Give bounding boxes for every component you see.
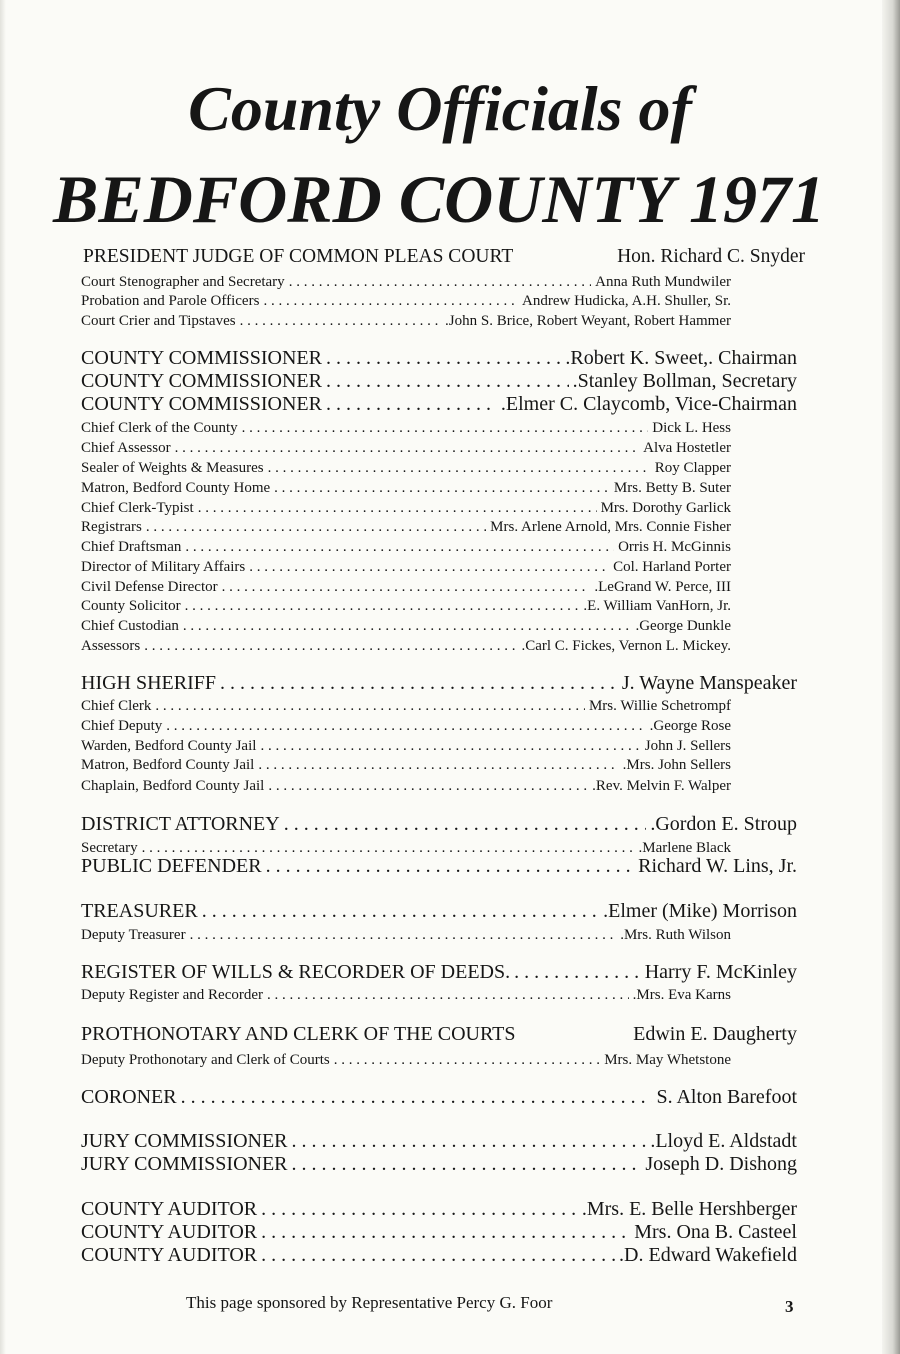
official-row bbox=[81, 393, 797, 417]
official-row bbox=[81, 539, 731, 557]
dot-leader bbox=[258, 757, 618, 774]
office-title: Secretary bbox=[81, 840, 138, 856]
official-name: Mrs. Dorothy Garlick bbox=[600, 500, 731, 516]
official-row bbox=[81, 1023, 797, 1047]
official-row bbox=[81, 519, 731, 537]
official-name: .Carl C. Fickes, Vernon L. Mickey. bbox=[521, 638, 731, 654]
official-row bbox=[81, 927, 731, 945]
official-name: J. Wayne Manspeaker bbox=[621, 672, 797, 694]
official-name: Hon. Richard C. Snyder bbox=[617, 246, 805, 267]
office-title: Deputy Treasurer bbox=[81, 927, 186, 943]
office-title: REGISTER OF WILLS & RECORDER OF DEEDS. bbox=[81, 961, 511, 983]
official-name: Col. Harland Porter bbox=[613, 559, 731, 575]
dot-leader bbox=[268, 460, 651, 477]
official-name: Edwin E. Daugherty bbox=[633, 1023, 797, 1045]
dot-leader bbox=[146, 519, 486, 536]
official-row bbox=[81, 813, 797, 837]
office-title: Chief Clerk-Typist bbox=[81, 500, 194, 516]
title-line-1: County Officials of bbox=[188, 73, 692, 144]
official-row bbox=[81, 618, 731, 636]
office-title: Chief Assessor bbox=[81, 440, 171, 456]
official-row bbox=[81, 987, 731, 1005]
official-name: .Marlene Black bbox=[638, 840, 731, 856]
office-title: Court Stenographer and Secretary bbox=[81, 274, 285, 290]
office-title: Chief Clerk of the County bbox=[81, 420, 238, 436]
dot-leader bbox=[185, 598, 580, 615]
dot-leader bbox=[292, 1130, 647, 1153]
official-row bbox=[81, 420, 731, 438]
official-name: .Mrs. John Sellers bbox=[622, 757, 731, 773]
dot-leader bbox=[514, 961, 641, 984]
dot-leader bbox=[185, 539, 614, 556]
office-title: PROTHONOTARY AND CLERK OF THE COURTS bbox=[81, 1023, 516, 1045]
official-name: .Stanley Bollman, Secretary bbox=[572, 370, 797, 392]
office-title: Registrars bbox=[81, 519, 142, 535]
dot-leader bbox=[181, 1086, 653, 1109]
dot-leader bbox=[289, 274, 591, 291]
official-name: Dick L. Hess bbox=[652, 420, 731, 436]
dot-leader bbox=[326, 347, 561, 370]
official-name: S. Alton Barefoot bbox=[656, 1086, 797, 1108]
official-row bbox=[81, 274, 731, 292]
office-title: Chief Custodian bbox=[81, 618, 179, 634]
official-name: .John S. Brice, Robert Weyant, Robert Hammer bbox=[445, 313, 731, 329]
dot-leader bbox=[334, 1052, 600, 1069]
official-row bbox=[81, 440, 731, 458]
official-row bbox=[81, 598, 731, 616]
official-row bbox=[81, 370, 797, 394]
official-name: Joseph D. Dishong bbox=[645, 1153, 797, 1175]
dot-leader bbox=[261, 1244, 615, 1267]
dot-leader bbox=[267, 987, 629, 1004]
dot-leader bbox=[292, 1153, 642, 1176]
dot-leader bbox=[326, 393, 497, 416]
official-row bbox=[81, 672, 797, 696]
office-title: County Solicitor bbox=[81, 598, 181, 614]
official-name: Mrs. May Whetstone bbox=[604, 1052, 731, 1068]
office-title: JURY COMMISSIONER bbox=[81, 1153, 288, 1175]
official-name: Mrs. Arlene Arnold, Mrs. Connie Fisher bbox=[490, 519, 731, 535]
sponsor-footer: This page sponsored by Representative Percy G. Foor bbox=[186, 1293, 553, 1312]
official-name: Mrs. Betty B. Suter bbox=[613, 480, 731, 496]
office-title: COUNTY COMMISSIONER bbox=[81, 370, 322, 392]
office-title: PUBLIC DEFENDER bbox=[81, 855, 262, 877]
official-row bbox=[81, 1221, 797, 1245]
dot-leader bbox=[202, 900, 599, 923]
office-title: Warden, Bedford County Jail bbox=[81, 738, 257, 754]
official-name: .Elmer (Mike) Morrison bbox=[603, 900, 797, 922]
official-row bbox=[81, 559, 731, 577]
office-title: Civil Defense Director bbox=[81, 579, 218, 595]
official-name: Orris H. McGinnis bbox=[618, 539, 731, 555]
official-row bbox=[81, 718, 731, 736]
official-row bbox=[81, 698, 731, 716]
title-line-2: BEDFORD COUNTY 1971 bbox=[53, 161, 825, 237]
dot-leader bbox=[190, 927, 617, 944]
office-title: Chief Draftsman bbox=[81, 539, 182, 555]
official-name: .D. Edward Wakefield bbox=[619, 1244, 797, 1266]
dot-leader bbox=[183, 618, 632, 635]
office-title: Director of Military Affairs bbox=[81, 559, 246, 575]
office-title: COUNTY AUDITOR bbox=[81, 1198, 258, 1220]
dot-leader bbox=[268, 778, 588, 795]
official-name: Mrs. Ona B. Casteel bbox=[634, 1221, 797, 1243]
official-row bbox=[81, 579, 731, 597]
office-title: DISTRICT ATTORNEY bbox=[81, 813, 280, 835]
official-name: .Mrs. E. Belle Hershberger bbox=[581, 1198, 797, 1220]
official-name: Alva Hostetler bbox=[643, 440, 731, 456]
office-title: Sealer of Weights & Measures bbox=[81, 460, 264, 476]
office-title: PRESIDENT JUDGE OF COMMON PLEAS COURT bbox=[83, 246, 514, 267]
office-title: Chief Clerk bbox=[81, 698, 152, 714]
office-title: Probation and Parole Officers bbox=[81, 293, 260, 309]
official-row bbox=[81, 961, 797, 985]
dot-leader bbox=[144, 638, 517, 655]
office-title: Chaplain, Bedford County Jail bbox=[81, 778, 265, 794]
official-row bbox=[81, 900, 797, 924]
dot-leader bbox=[261, 1221, 630, 1244]
official-name: .LeGrand W. Perce, III bbox=[594, 579, 731, 595]
official-row bbox=[81, 1244, 797, 1268]
dot-leader bbox=[166, 718, 645, 735]
official-name: .Elmer C. Claycomb, Vice-Chairman bbox=[500, 393, 797, 415]
official-name: .George Rose bbox=[649, 718, 731, 734]
official-name: Anna Ruth Mundwiler bbox=[595, 274, 731, 290]
official-name: .Mrs. Ruth Wilson bbox=[620, 927, 731, 943]
official-row bbox=[81, 1086, 797, 1110]
dot-leader bbox=[266, 855, 635, 878]
dot-leader bbox=[222, 579, 591, 596]
official-row bbox=[81, 500, 731, 518]
page-number: 3 bbox=[785, 1297, 794, 1316]
office-title: Court Crier and Tipstaves bbox=[81, 313, 236, 329]
office-title: Matron, Bedford County Home bbox=[81, 480, 271, 496]
dot-leader bbox=[263, 293, 518, 310]
office-title: COUNTY AUDITOR bbox=[81, 1221, 258, 1243]
official-name: .E. William VanHorn, Jr. bbox=[583, 598, 731, 614]
official-name: Roy Clapper bbox=[654, 460, 731, 476]
official-row bbox=[81, 460, 731, 478]
dot-leader bbox=[326, 370, 569, 393]
official-row bbox=[81, 1198, 797, 1222]
official-row bbox=[81, 1052, 731, 1070]
dot-leader bbox=[198, 500, 597, 517]
official-name: .Gordon E. Stroup bbox=[650, 813, 797, 835]
office-title: JURY COMMISSIONER bbox=[81, 1130, 288, 1152]
dot-leader bbox=[175, 440, 640, 457]
office-title: COUNTY COMMISSIONER bbox=[81, 393, 322, 415]
official-name: John J. Sellers bbox=[644, 738, 731, 754]
page-left-edge bbox=[0, 0, 6, 1354]
dot-leader bbox=[274, 480, 610, 497]
official-name: .Rev. Melvin F. Walper bbox=[592, 778, 731, 794]
official-row bbox=[81, 1130, 797, 1154]
office-title: COUNTY COMMISSIONER bbox=[81, 347, 322, 369]
dot-leader bbox=[284, 813, 647, 836]
official-name: .Mrs. Eva Karns bbox=[632, 987, 731, 1003]
official-name: Harry F. McKinley bbox=[644, 961, 797, 983]
office-title: Chief Deputy bbox=[81, 718, 163, 734]
dot-leader bbox=[242, 420, 649, 437]
dot-leader bbox=[261, 1198, 578, 1221]
dot-leader bbox=[260, 738, 640, 755]
official-row bbox=[83, 246, 805, 270]
official-name: Richard W. Lins, Jr. bbox=[638, 855, 797, 877]
dot-leader bbox=[249, 559, 609, 576]
office-title: Matron, Bedford County Jail bbox=[81, 757, 255, 773]
office-title: Deputy Register and Recorder bbox=[81, 987, 264, 1003]
office-title: COUNTY AUDITOR bbox=[81, 1244, 258, 1266]
office-title: CORONER bbox=[81, 1086, 177, 1108]
dot-leader bbox=[220, 672, 618, 695]
official-row bbox=[81, 855, 797, 879]
official-row bbox=[81, 293, 731, 311]
official-name: Mrs. Willie Schetrompf bbox=[588, 698, 731, 714]
office-title: Assessors bbox=[81, 638, 141, 654]
official-row bbox=[81, 347, 797, 371]
official-name: .Robert K. Sweet,. Chairman bbox=[565, 347, 797, 369]
official-row bbox=[81, 757, 731, 775]
official-row bbox=[81, 313, 731, 331]
page-binding-edge bbox=[882, 0, 900, 1354]
official-row bbox=[81, 1153, 797, 1177]
dot-leader bbox=[240, 313, 441, 330]
official-name: .George Dunkle bbox=[635, 618, 731, 634]
official-row bbox=[81, 738, 731, 756]
office-title: TREASURER bbox=[81, 900, 198, 922]
official-row bbox=[81, 480, 731, 498]
dot-leader bbox=[155, 698, 585, 715]
official-name: Andrew Hudicka, A.H. Shuller, Sr. bbox=[522, 293, 731, 309]
official-row bbox=[81, 638, 731, 656]
office-title: Deputy Prothonotary and Clerk of Courts bbox=[81, 1052, 330, 1068]
official-row bbox=[81, 778, 731, 796]
office-title: HIGH SHERIFF bbox=[81, 672, 217, 694]
official-name: .Lloyd E. Aldstadt bbox=[650, 1130, 797, 1152]
